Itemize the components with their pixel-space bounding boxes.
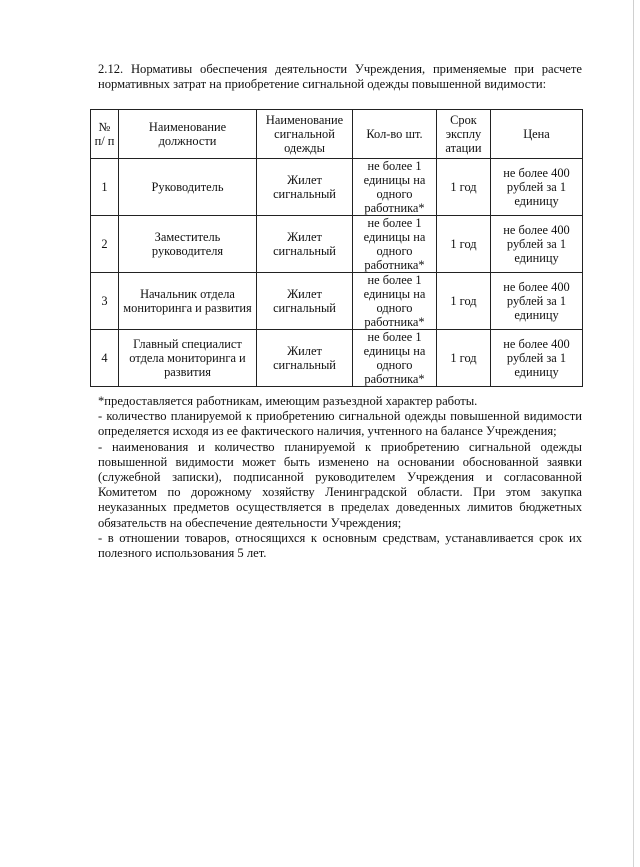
table-row [91,273,583,330]
cell-term: 1 год [437,273,491,330]
cell-quantity: не более 1 единицы на одного работника* [353,159,437,216]
cell-position: Главный специалист отдела мониторинга и развития [119,330,257,387]
cell-term: 1 год [437,159,491,216]
cell-clothing: Жилет сигнальный [257,159,353,216]
cell-clothing: Жилет сигнальный [257,216,353,273]
cell-price: не более 400 рублей за 1 единицу [491,330,583,387]
header-clothing: Наименование сигнальной одежды [257,110,353,159]
cell-price: не более 400 рублей за 1 единицу [491,159,583,216]
norms-table [90,109,583,387]
section-heading: 2.12. Нормативы обеспечения деятельности Учреждения, применяемые при расчете нормативных затрат на приобретение сигнальной одежды повышенной видимости: [98,62,582,91]
scan-edge-line [633,0,634,867]
cell-num: 2 [91,216,119,273]
cell-position: Руководитель [119,159,257,216]
cell-quantity: не более 1 единицы на одного работника* [353,273,437,330]
table-row [91,216,583,273]
header-position: Наименование должности [119,110,257,159]
header-price: Цена [491,110,583,159]
footnote: *предоставляется работникам, имеющим разъездной характер работы. [98,394,478,408]
table-header-row [91,110,583,159]
cell-price: не более 400 рублей за 1 единицу [491,273,583,330]
note-item-changes: - наименования и количество планируемой к приобретению сигнальной одежды повышенной видимости может быть изменено на основании обоснованной заявки (служебной записки), подписанной руководителем Учреждения и согласованной Комитетом по дорожному хозяйству Ленинградской области. При этом закупка неуказанных предметов осуществляется в пределах доведенных лимитов бюджетных обязательств на обеспечение деятельности Учреждения; [98,439,582,530]
cell-num: 1 [91,159,119,216]
cell-num: 3 [91,273,119,330]
cell-term: 1 год [437,330,491,387]
header-quantity: Кол-во шт. [353,110,437,159]
cell-clothing: Жилет сигнальный [257,273,353,330]
cell-num: 4 [91,330,119,387]
note-item-quantity: - количество планируемой к приобретению сигнальной одежды повышенной видимости определяется исходя из ее фактического наличия, учтенного на балансе Учреждения; [98,409,582,439]
header-term: Срок эксплу атации [437,110,491,159]
cell-price: не более 400 рублей за 1 единицу [491,216,583,273]
notes-block [98,394,582,561]
note-item-service-life: - в отношении товаров, относящихся к основным средствам, устанавливается срок их полезного использования 5 лет. [98,530,582,561]
table-row [91,159,583,216]
cell-term: 1 год [437,216,491,273]
cell-position: Начальник отдела мониторинга и развития [119,273,257,330]
header-num: № п/ п [91,110,119,159]
cell-quantity: не более 1 единицы на одного работника* [353,330,437,387]
cell-clothing: Жилет сигнальный [257,330,353,387]
cell-position: Заместитель руководителя [119,216,257,273]
table-row [91,330,583,387]
cell-quantity: не более 1 единицы на одного работника* [353,216,437,273]
